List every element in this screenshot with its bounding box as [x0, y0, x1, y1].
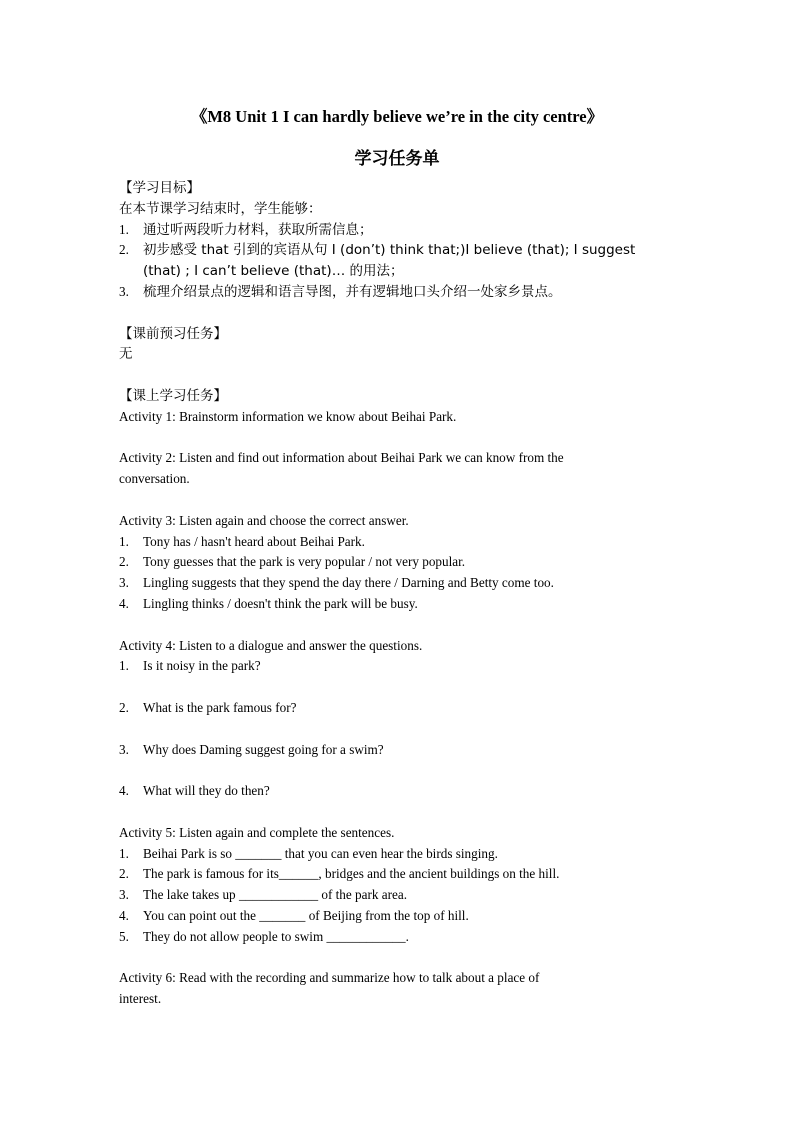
item-number: 2. [119, 699, 129, 715]
objective-text: 通过听两段听力材料，获取所需信息； [143, 221, 373, 238]
item-number: 5. [119, 928, 129, 944]
objective-text: 初步感受 that 引到的宾语从句 I (don’t) think that;)I believe (that); I suggest [143, 242, 636, 259]
item-number: 4. [119, 595, 129, 611]
item-text: Why does Daming suggest going for a swim? [143, 741, 384, 757]
item-text: Tony guesses that the park is very popular / not very popular. [143, 554, 466, 570]
item-text: The park is famous for its______, bridges and the ancient buildings on the hill. [143, 866, 560, 882]
objective-text: (that) ; I can’t believe (that)… 的用法； [143, 263, 404, 280]
list-item [119, 740, 679, 761]
activity-1: Activity 1: Brainstorm information we know about Beihai Park. [119, 408, 457, 424]
item-text: Is it noisy in the park? [143, 658, 261, 674]
item-text: Lingling thinks / doesn't think the park will be busy. [143, 595, 418, 611]
list-item [119, 844, 679, 865]
item-text: They do not allow people to swim ____________. [143, 928, 409, 944]
preview-heading: 【课前预习任务】 [119, 325, 227, 342]
list-item [119, 594, 679, 615]
item-text: Tony has / hasn't heard about Beihai Park. [143, 533, 365, 549]
item-number: 2. [119, 554, 129, 570]
objective-number: 3. [119, 283, 129, 299]
activity-6-line-2: interest. [119, 991, 162, 1007]
list-item [119, 927, 679, 948]
activity-2-line-1: Activity 2: Listen and find out information about Beihai Park we can know from the [119, 450, 564, 466]
objective-item [119, 220, 679, 241]
document-title: 《M8 Unit 1 I can hardly believe we’re in the city centre》 [190, 107, 604, 126]
activity-5-heading: Activity 5: Listen again and complete the sentences. [119, 824, 395, 840]
list-item [119, 864, 679, 885]
list-item [119, 573, 679, 594]
list-item [119, 552, 679, 573]
objective-number: 1. [119, 221, 129, 237]
activity-6-line-1: Activity 6: Read with the recording and summarize how to talk about a place of [119, 970, 540, 986]
item-text: What is the park famous for? [143, 699, 297, 715]
activity-2-line-2: conversation. [119, 471, 190, 487]
activity-4-heading: Activity 4: Listen to a dialogue and answer the questions. [119, 637, 423, 653]
list-item [119, 656, 679, 677]
document-subtitle: 学习任务单 [354, 149, 440, 169]
item-text: Beihai Park is so _______ that you can even hear the birds singing. [143, 845, 498, 861]
item-number: 4. [119, 783, 129, 799]
preview-content: 无 [119, 346, 133, 363]
item-number: 1. [119, 658, 129, 674]
objective-number: 2. [119, 242, 129, 258]
item-text: What will they do then? [143, 783, 270, 799]
objective-item-continuation [119, 261, 679, 282]
item-text: The lake takes up ____________ of the park area. [143, 887, 408, 903]
objectives-intro: 在本节课学习结束时，学生能够： [119, 200, 322, 217]
activity-3-heading: Activity 3: Listen again and choose the correct answer. [119, 512, 409, 528]
list-item [119, 885, 679, 906]
objective-item [119, 240, 679, 261]
item-number: 1. [119, 845, 129, 861]
item-text: Lingling suggests that they spend the day there / Darning and Betty come too. [143, 575, 554, 591]
list-item [119, 906, 679, 927]
list-item [119, 532, 679, 553]
inclass-heading: 【课上学习任务】 [119, 387, 227, 404]
objective-text: 梳理介绍景点的逻辑和语言导图，并有逻辑地口头介绍一处家乡景点。 [143, 283, 562, 300]
list-item [119, 698, 679, 719]
item-number: 3. [119, 575, 129, 591]
objective-item [119, 282, 679, 303]
item-number: 1. [119, 533, 129, 549]
item-number: 4. [119, 907, 129, 923]
item-number: 3. [119, 741, 129, 757]
item-text: You can point out the _______ of Beijing from the top of hill. [143, 907, 469, 923]
list-item [119, 781, 679, 802]
document-body [119, 178, 679, 1010]
item-number: 2. [119, 866, 129, 882]
item-number: 3. [119, 887, 129, 903]
objectives-heading: 【学习目标】 [119, 180, 200, 196]
